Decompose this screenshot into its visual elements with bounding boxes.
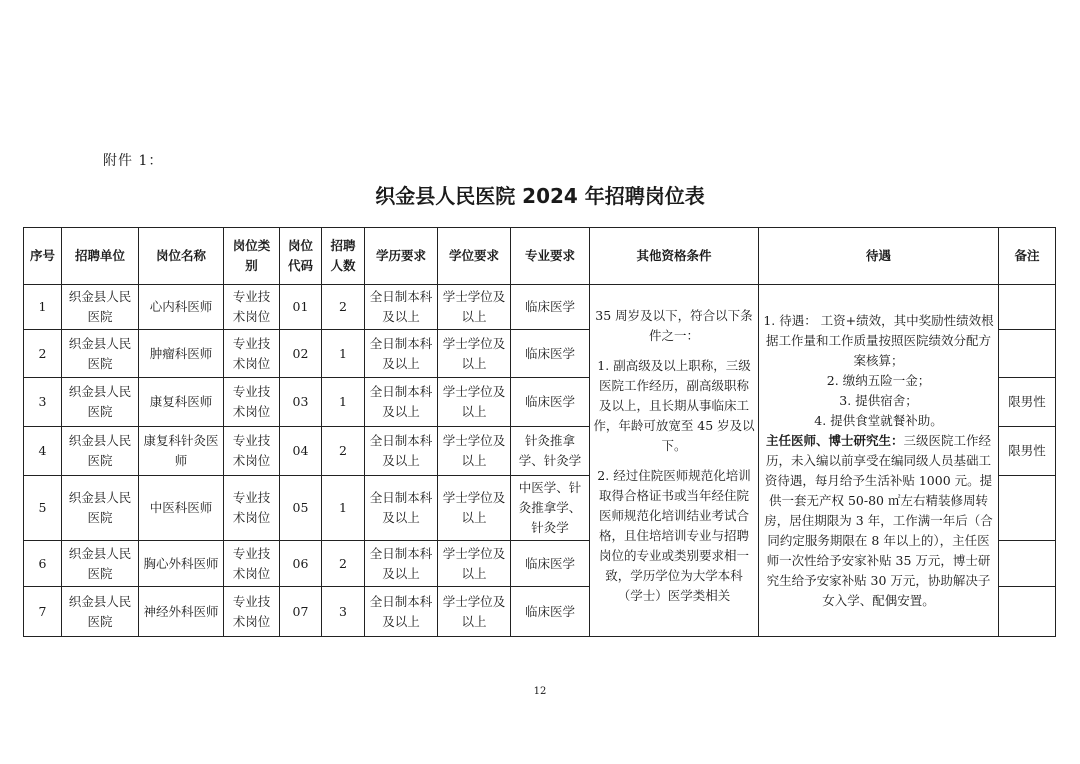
page-number: 12 [533, 686, 547, 697]
cell-major: 中医学、针灸推拿学、针灸学 [511, 476, 590, 541]
attachment-label: 附件 1： [103, 153, 164, 169]
benefits-item4: 4. 提供食堂就餐补助。 [814, 412, 943, 428]
cell-education: 全日制本科及以上 [365, 378, 438, 427]
cell-position-name: 神经外科医师 [139, 587, 224, 637]
cell-major: 临床医学 [511, 330, 590, 378]
cell-education: 全日制本科及以上 [365, 476, 438, 541]
cell-education: 全日制本科及以上 [365, 330, 438, 378]
cell-seq: 1 [24, 285, 62, 330]
header-benefits: 待遇 [759, 228, 999, 285]
cell-degree: 学士学位及以上 [438, 285, 511, 330]
cell-position-code: 03 [280, 378, 322, 427]
cell-unit: 织金县人民医院 [62, 427, 139, 476]
cell-position-type: 专业技术岗位 [224, 330, 280, 378]
cell-position-type: 专业技术岗位 [224, 587, 280, 637]
cell-position-name: 肿瘤科医师 [139, 330, 224, 378]
cell-remarks: 限男性 [999, 427, 1056, 476]
other-requirements-cell [590, 285, 759, 637]
cell-major: 针灸推拿学、针灸学 [511, 427, 590, 476]
cell-position-type: 专业技术岗位 [224, 427, 280, 476]
cell-headcount: 2 [322, 541, 365, 587]
cell-headcount: 2 [322, 427, 365, 476]
cell-position-code: 02 [280, 330, 322, 378]
cell-seq: 3 [24, 378, 62, 427]
cell-position-name: 康复科医师 [139, 378, 224, 427]
cell-major: 临床医学 [511, 541, 590, 587]
cell-remarks [999, 330, 1056, 378]
cell-seq: 2 [24, 330, 62, 378]
cell-major: 临床医学 [511, 378, 590, 427]
cell-remarks [999, 587, 1056, 637]
cell-headcount: 3 [322, 587, 365, 637]
header-seq: 序号 [24, 228, 62, 285]
cell-position-type: 专业技术岗位 [224, 285, 280, 330]
cell-headcount: 1 [322, 378, 365, 427]
other-requirements-item1: 1. 副高级及以上职称，三级医院工作经历，副高级职称及以上，且长期从事临床工作，年龄可放宽至 45 岁及以下。 [593, 357, 755, 453]
cell-position-name: 胸心外科医师 [139, 541, 224, 587]
cell-position-type: 专业技术岗位 [224, 378, 280, 427]
header-headcount: 招聘人数 [322, 228, 365, 285]
header-major: 专业要求 [511, 228, 590, 285]
other-requirements-item2: 2. 经过住院医师规范化培训取得合格证书或当年经住院医师规范化培训结业考试合格，且住培培训专业与招聘岗位的专业或类别要求相一致，学历学位为大学本科（学士）医学类相关 [597, 467, 751, 603]
cell-position-name: 心内科医师 [139, 285, 224, 330]
header-row [24, 228, 1056, 285]
header-unit: 招聘单位 [62, 228, 139, 285]
table-row [24, 285, 1056, 330]
cell-position-name: 中医科医师 [139, 476, 224, 541]
header-other-requirements: 其他资格条件 [590, 228, 759, 285]
cell-position-type: 专业技术岗位 [224, 541, 280, 587]
cell-remarks [999, 541, 1056, 587]
cell-remarks: 限男性 [999, 378, 1056, 427]
benefits-special-text: 三级医院工作经历，未入编以前享受在编同级人员基础工资待遇，每月给予生活补贴 1000 元。提供一套无产权 50-80 ㎡左右精装修周转房，居住期限为 3 年，工作满一年后（合同约定服务期限在 8 年以上的），主任医师一次性给予安家补贴 35 万元，博士研究生给予安家补贴 30 万元，协助解决子女入学、配偶安置。 [764, 432, 993, 608]
cell-unit: 织金县人民医院 [62, 330, 139, 378]
cell-unit: 织金县人民医院 [62, 378, 139, 427]
cell-position-type: 专业技术岗位 [224, 476, 280, 541]
cell-position-code: 01 [280, 285, 322, 330]
cell-major: 临床医学 [511, 285, 590, 330]
cell-degree: 学士学位及以上 [438, 541, 511, 587]
cell-education: 全日制本科及以上 [365, 285, 438, 330]
cell-position-code: 05 [280, 476, 322, 541]
document-title: 织金县人民医院 2024 年招聘岗位表 [375, 184, 705, 208]
cell-education: 全日制本科及以上 [365, 587, 438, 637]
cell-headcount: 1 [322, 330, 365, 378]
recruitment-table [23, 227, 1056, 637]
cell-major: 临床医学 [511, 587, 590, 637]
other-requirements-intro: 35 周岁及以下，符合以下条件之一： [595, 307, 753, 343]
benefits-special [762, 431, 995, 611]
cell-remarks [999, 285, 1056, 330]
cell-headcount: 2 [322, 285, 365, 330]
header-position-name: 岗位名称 [139, 228, 224, 285]
header-remarks: 备注 [999, 228, 1056, 285]
cell-position-code: 04 [280, 427, 322, 476]
cell-degree: 学士学位及以上 [438, 378, 511, 427]
header-position-type: 岗位类别 [224, 228, 280, 285]
cell-unit: 织金县人民医院 [62, 476, 139, 541]
cell-position-name: 康复科针灸医师 [139, 427, 224, 476]
cell-headcount: 1 [322, 476, 365, 541]
cell-position-code: 07 [280, 587, 322, 637]
benefits-item2: 2. 缴纳五险一金； [826, 372, 931, 388]
benefits-item3: 3. 提供宿舍； [839, 392, 918, 408]
cell-position-code: 06 [280, 541, 322, 587]
cell-unit: 织金县人民医院 [62, 285, 139, 330]
cell-unit: 织金县人民医院 [62, 587, 139, 637]
header-position-code: 岗位代码 [280, 228, 322, 285]
cell-degree: 学士学位及以上 [438, 427, 511, 476]
cell-degree: 学士学位及以上 [438, 587, 511, 637]
benefits-item1: 1. 待遇： 工资+绩效，其中奖励性绩效根据工作量和工作质量按照医院绩效分配方案核算； [763, 312, 994, 368]
cell-seq: 6 [24, 541, 62, 587]
cell-unit: 织金县人民医院 [62, 541, 139, 587]
cell-degree: 学士学位及以上 [438, 476, 511, 541]
header-degree: 学位要求 [438, 228, 511, 285]
benefits-special-label: 主任医师、博士研究生： [765, 432, 904, 448]
cell-degree: 学士学位及以上 [438, 330, 511, 378]
cell-seq: 4 [24, 427, 62, 476]
cell-seq: 7 [24, 587, 62, 637]
benefits-cell [759, 285, 999, 637]
cell-remarks [999, 476, 1056, 541]
header-education: 学历要求 [365, 228, 438, 285]
cell-education: 全日制本科及以上 [365, 541, 438, 587]
cell-education: 全日制本科及以上 [365, 427, 438, 476]
cell-seq: 5 [24, 476, 62, 541]
